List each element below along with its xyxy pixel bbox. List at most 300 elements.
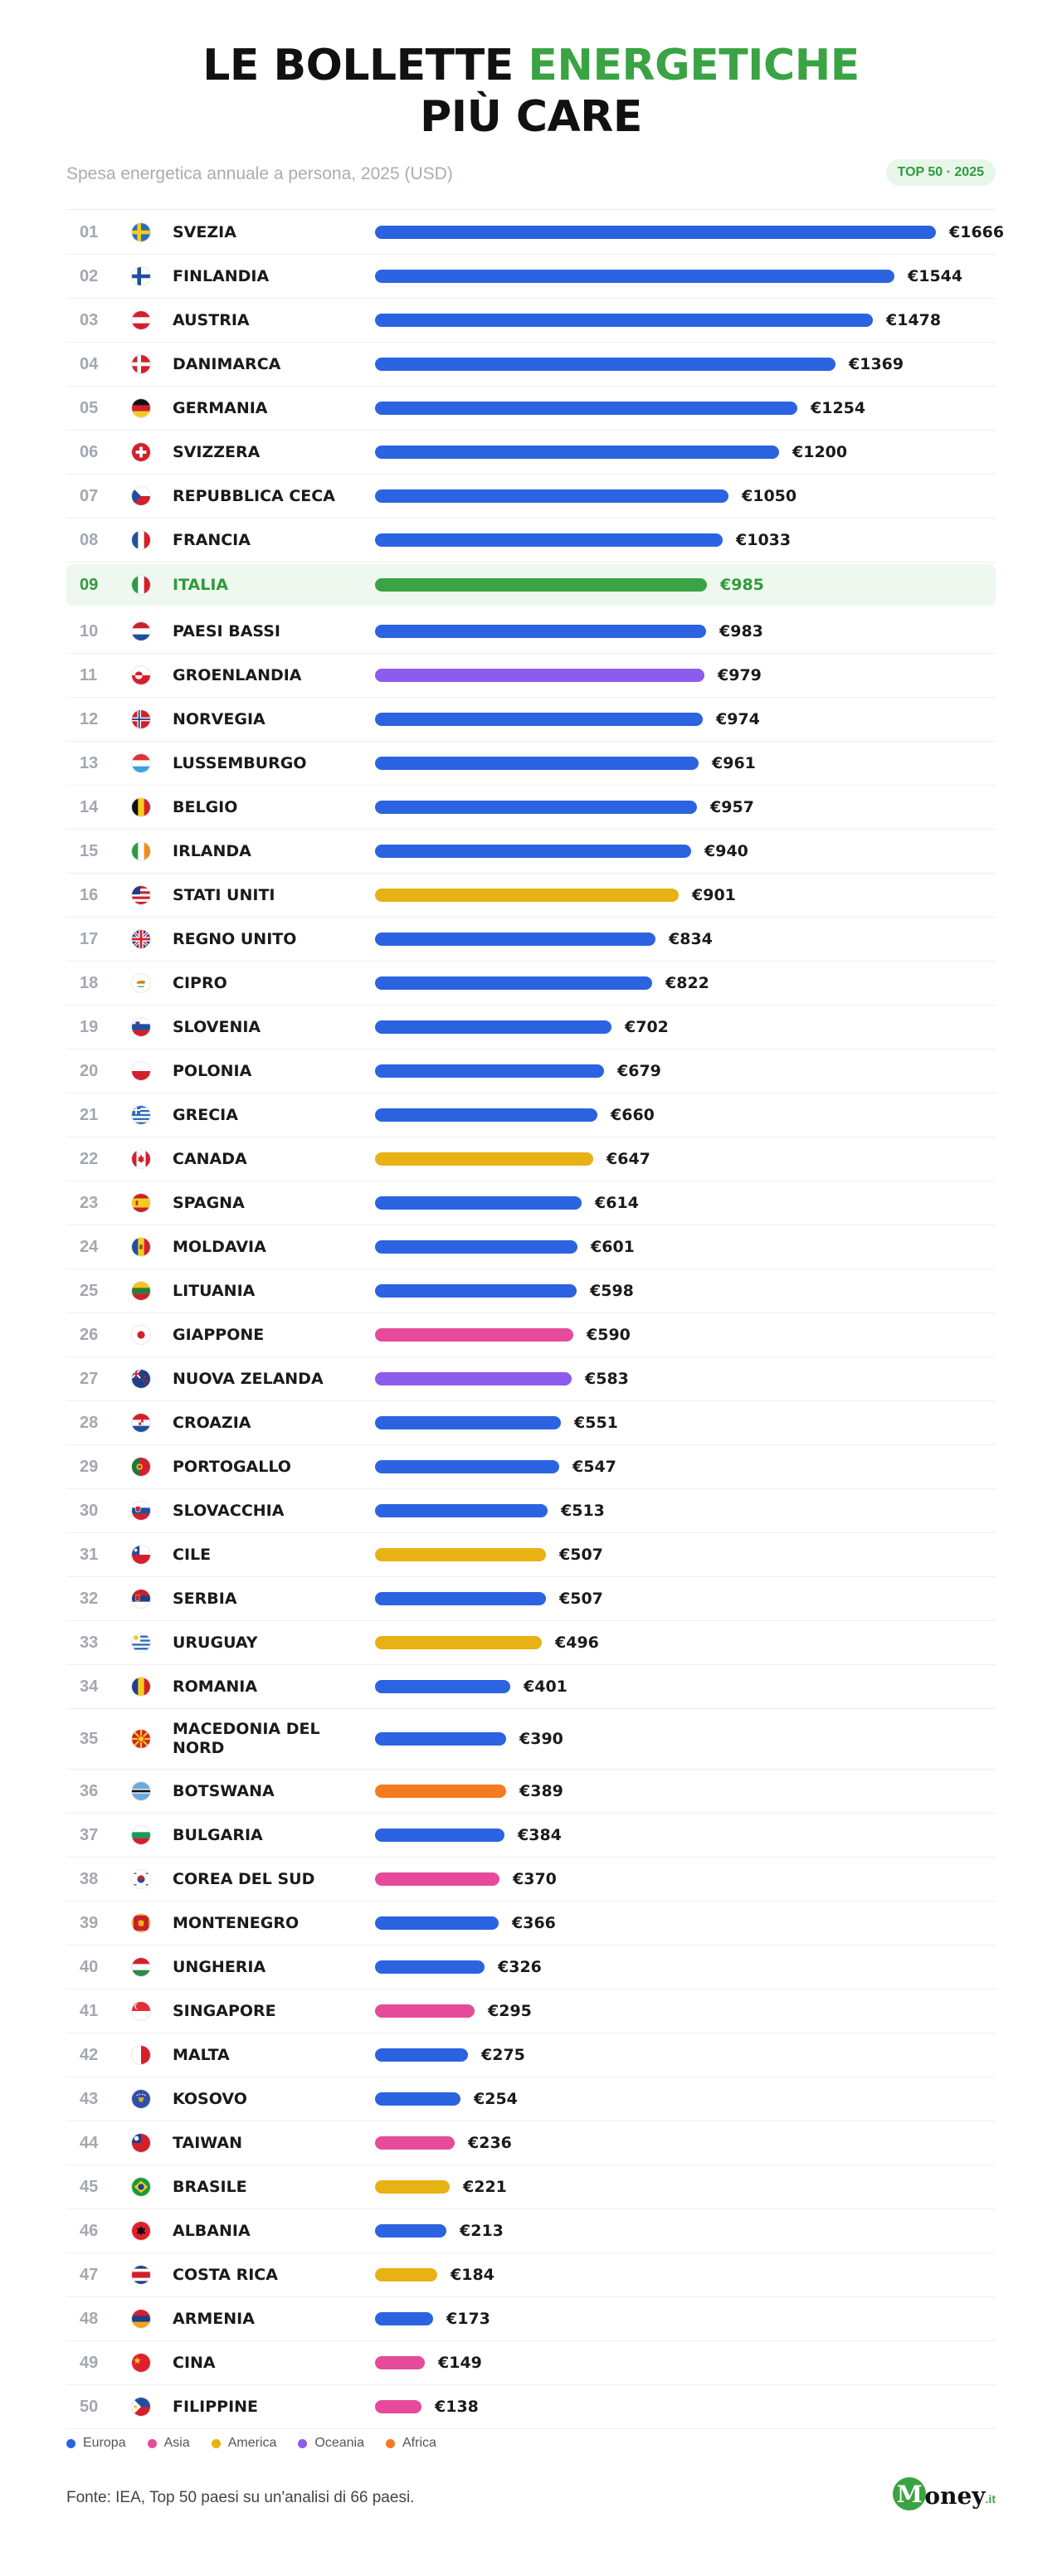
country-label: CINA	[173, 2353, 216, 2372]
flag-hu-icon	[131, 1957, 151, 1977]
data-label: €1200	[792, 443, 848, 461]
data-label: €507	[559, 1590, 603, 1608]
rank-label: 40	[80, 1957, 99, 1976]
country-label: DANIMARCA	[173, 354, 281, 373]
rank-label: 33	[80, 1633, 99, 1652]
data-label: €614	[595, 1194, 639, 1212]
data-label: €679	[617, 1062, 661, 1080]
legend-label: Africa	[402, 2436, 436, 2450]
table-row	[66, 654, 996, 698]
flag-am-icon	[131, 2309, 151, 2329]
country-label: REPUBBLICA CECA	[173, 486, 335, 505]
country-label: BOTSWANA	[173, 1781, 275, 1800]
data-label: €221	[463, 2178, 507, 2196]
flag-xk-icon	[131, 2089, 151, 2109]
rank-label: 02	[80, 266, 99, 285]
table-row	[66, 343, 996, 387]
data-label: €496	[555, 1634, 599, 1652]
bar	[375, 889, 679, 902]
rank-label: 50	[80, 2397, 99, 2416]
data-label: €1478	[886, 311, 942, 329]
bar	[375, 1416, 561, 1429]
table-row	[66, 2385, 996, 2429]
rank-label: 09	[80, 575, 99, 594]
bar	[375, 2048, 468, 2062]
country-label: GERMANIA	[173, 398, 268, 417]
flag-kr-icon	[131, 1869, 151, 1889]
table-row	[66, 1665, 996, 1709]
country-label: CILE	[173, 1545, 212, 1564]
rank-label: 10	[80, 621, 99, 640]
table-row	[66, 1401, 996, 1445]
country-label: CIPRO	[173, 973, 227, 992]
data-label: €236	[468, 2134, 512, 2152]
flag-ca-icon	[131, 1149, 151, 1169]
flag-fi-icon	[131, 266, 151, 286]
flag-pt-icon	[131, 1457, 151, 1477]
flag-sk-icon	[131, 1501, 151, 1521]
data-label: €1254	[811, 399, 866, 417]
legend-label: Europa	[83, 2436, 126, 2450]
country-label: TAIWAN	[173, 2133, 242, 2152]
legend-label: Asia	[163, 2436, 190, 2450]
data-label: €390	[519, 1730, 563, 1748]
rank-label: 21	[80, 1105, 99, 1124]
bar	[375, 2400, 421, 2413]
data-label: €1369	[849, 355, 904, 373]
rank-label: 37	[80, 1825, 99, 1844]
rank-label: 26	[80, 1325, 99, 1344]
table-row	[66, 2121, 996, 2165]
flag-tw-icon	[131, 2133, 151, 2153]
data-label: €660	[611, 1106, 655, 1124]
bar	[375, 270, 894, 283]
bar	[375, 2180, 450, 2194]
table-row	[66, 475, 996, 519]
country-label: UNGHERIA	[173, 1957, 266, 1976]
flag-lu-icon	[131, 753, 151, 773]
flag-sg-icon	[131, 2001, 151, 2021]
table-row	[66, 2077, 996, 2121]
bar	[375, 1960, 485, 1974]
bar	[375, 2092, 460, 2106]
table-row	[66, 1049, 996, 1093]
data-label: €583	[585, 1370, 629, 1388]
title-part1: LE BOLLETTE	[202, 41, 514, 90]
source-note: Fonte: IEA, Top 50 paesi su un'analisi di 66 paesi.	[66, 2489, 415, 2506]
rank-label: 24	[80, 1237, 99, 1256]
table-row	[66, 1006, 996, 1049]
table-row	[66, 1357, 996, 1401]
flag-it-icon	[131, 575, 151, 595]
data-label: €326	[498, 1958, 542, 1976]
table-row	[66, 255, 996, 299]
title-part2: ENERGETICHE	[528, 41, 860, 90]
table-row	[66, 610, 996, 654]
table-row	[66, 918, 996, 962]
country-label: MONTENEGRO	[173, 1913, 300, 1932]
table-row	[66, 698, 996, 742]
legend-item	[148, 2436, 190, 2451]
money-logo	[893, 2477, 996, 2510]
logo-suffix: .it	[985, 2492, 996, 2505]
bar	[375, 446, 779, 459]
rank-label: 07	[80, 486, 99, 505]
country-label: GIAPPONE	[173, 1325, 265, 1344]
data-label: €598	[590, 1282, 634, 1300]
bar	[375, 976, 652, 990]
table-row	[66, 1445, 996, 1489]
bar	[375, 2004, 475, 2018]
rank-label: 31	[80, 1545, 99, 1564]
bar	[375, 625, 706, 638]
country-label: COREA DEL SUD	[173, 1869, 315, 1888]
table-row	[66, 211, 1005, 255]
flag-mk-icon	[131, 1729, 151, 1749]
bar	[375, 1372, 572, 1385]
bar	[375, 1785, 506, 1798]
data-label: €834	[669, 930, 713, 948]
bar	[375, 226, 936, 239]
flag-uy-icon	[131, 1633, 151, 1653]
bar	[375, 713, 703, 726]
data-label: €974	[716, 710, 760, 728]
flag-no-icon	[131, 709, 151, 729]
flag-cl-icon	[131, 1545, 151, 1565]
country-label: FRANCIA	[173, 530, 251, 549]
country-label: ROMANIA	[173, 1677, 258, 1696]
table-row	[66, 2253, 996, 2297]
data-label: €702	[625, 1018, 669, 1036]
country-label: KOSOVO	[173, 2089, 247, 2108]
data-label: €370	[513, 1870, 557, 1888]
bar	[375, 1636, 542, 1649]
flag-al-icon	[131, 2221, 151, 2241]
data-label: €1544	[908, 267, 963, 285]
rank-label: 04	[80, 354, 99, 373]
flag-md-icon	[131, 1237, 151, 1257]
table-row	[66, 431, 996, 475]
country-label: ARMENIA	[173, 2309, 255, 2328]
data-label: €275	[481, 2046, 525, 2064]
table-row	[66, 1313, 996, 1357]
country-label: IRLANDA	[173, 841, 251, 860]
table-row	[66, 1269, 996, 1313]
rank-label: 01	[80, 222, 99, 241]
bar	[375, 801, 697, 814]
bar	[375, 402, 797, 415]
bar	[375, 1732, 506, 1746]
rank-label: 23	[80, 1193, 99, 1212]
title-line2: PIÙ CARE	[420, 92, 642, 142]
rank-label: 43	[80, 2089, 99, 2108]
flag-nz-icon	[131, 1369, 151, 1389]
rank-label: 42	[80, 2045, 99, 2064]
flag-at-icon	[131, 310, 151, 330]
country-label: BELGIO	[173, 797, 238, 816]
rank-label: 41	[80, 2001, 99, 2020]
bar	[375, 2136, 455, 2150]
bar	[375, 358, 835, 371]
top50-badge: TOP 50 · 2025	[886, 159, 996, 186]
flag-bw-icon	[131, 1781, 151, 1801]
country-label: FILIPPINE	[173, 2397, 259, 2416]
rank-label: 38	[80, 1869, 99, 1888]
bar	[375, 1592, 546, 1605]
data-label: €940	[704, 842, 748, 860]
flag-cn-icon	[131, 2353, 151, 2373]
data-label: €213	[460, 2222, 504, 2240]
table-row	[66, 1621, 996, 1665]
country-label: SVEZIA	[173, 222, 236, 241]
country-label: PAESI BASSI	[173, 621, 281, 640]
bar	[375, 489, 728, 503]
rank-label: 36	[80, 1781, 99, 1800]
table-row	[66, 1858, 996, 1902]
country-label: CANADA	[173, 1149, 247, 1168]
country-label: ITALIA	[173, 575, 229, 594]
rank-label: 14	[80, 797, 99, 816]
data-label: €254	[474, 2090, 518, 2108]
flag-fr-icon	[131, 530, 151, 550]
legend	[66, 2436, 436, 2451]
legend-dot-icon	[212, 2439, 221, 2448]
flag-be-icon	[131, 797, 151, 817]
logo-mark: M	[893, 2477, 926, 2510]
rank-label: 28	[80, 1413, 99, 1432]
rank-label: 45	[80, 2177, 99, 2196]
table-row	[66, 874, 996, 918]
logo-text: oney	[924, 2482, 986, 2510]
rank-label: 20	[80, 1061, 99, 1080]
bar	[375, 1064, 604, 1078]
data-label: €985	[720, 576, 764, 594]
data-label: €979	[718, 666, 762, 684]
legend-label: America	[227, 2436, 277, 2450]
table-row	[66, 387, 996, 431]
flag-hr-icon	[131, 1413, 151, 1433]
country-label: COSTA RICA	[173, 2265, 278, 2284]
data-label: €590	[587, 1326, 631, 1344]
flag-lt-icon	[131, 1281, 151, 1301]
table-row	[66, 1093, 996, 1137]
rank-label: 19	[80, 1017, 99, 1036]
bar	[375, 1872, 499, 1886]
bar	[375, 1460, 559, 1473]
bar	[375, 1548, 546, 1561]
rank-label: 46	[80, 2221, 99, 2240]
page-title	[0, 40, 1062, 143]
flag-br-icon	[131, 2177, 151, 2197]
header-divider	[66, 209, 996, 210]
rank-label: 30	[80, 1501, 99, 1520]
flag-se-icon	[131, 222, 151, 242]
country-label: CROAZIA	[173, 1413, 251, 1432]
flag-cr-icon	[131, 2265, 151, 2285]
legend-label: Oceania	[314, 2436, 364, 2450]
rank-label: 44	[80, 2133, 99, 2152]
legend-item	[66, 2436, 126, 2451]
country-label: GROENLANDIA	[173, 665, 302, 684]
data-label: €547	[572, 1458, 616, 1476]
data-label: €1033	[736, 531, 792, 549]
legend-dot-icon	[66, 2439, 76, 2448]
flag-ph-icon	[131, 2397, 151, 2417]
bar	[375, 1504, 548, 1517]
table-row	[66, 1577, 996, 1621]
flag-nl-icon	[131, 621, 151, 641]
country-label: REGNO UNITO	[173, 929, 297, 948]
country-label: PORTOGALLO	[173, 1457, 291, 1476]
flag-pl-icon	[131, 1061, 151, 1081]
rank-label: 25	[80, 1281, 99, 1300]
table-row	[66, 1181, 996, 1225]
table-row	[66, 1814, 996, 1858]
country-label: URUGUAY	[173, 1633, 258, 1652]
table-row	[66, 1945, 996, 1989]
rank-label: 17	[80, 929, 99, 948]
flag-es-icon	[131, 1193, 151, 1213]
data-label: €149	[438, 2354, 482, 2372]
bar	[375, 1680, 510, 1693]
country-label: LUSSEMBURGO	[173, 753, 307, 772]
flag-gr-icon	[131, 1105, 151, 1125]
rank-label: 22	[80, 1149, 99, 1168]
rank-label: 29	[80, 1457, 99, 1476]
rank-label: 13	[80, 753, 99, 772]
flag-me-icon	[131, 1913, 151, 1933]
table-row	[66, 1489, 996, 1533]
chart-subtitle: Spesa energetica annuale a persona, 2025 (USD)	[66, 164, 453, 183]
flag-us-icon	[131, 885, 151, 905]
data-label: €957	[710, 798, 754, 816]
flag-cy-icon	[131, 973, 151, 993]
country-label: SVIZZERA	[173, 442, 261, 461]
data-label: €961	[712, 754, 756, 772]
rank-label: 47	[80, 2265, 99, 2284]
legend-dot-icon	[386, 2439, 395, 2448]
data-label: €601	[591, 1238, 635, 1256]
bar	[375, 933, 655, 946]
flag-gl-icon	[131, 665, 151, 685]
flag-mt-icon	[131, 2045, 151, 2065]
country-label: NUOVA ZELANDA	[173, 1369, 324, 1388]
data-label: €389	[519, 1782, 563, 1800]
flag-ro-icon	[131, 1677, 151, 1697]
bar	[375, 1240, 577, 1254]
table-row	[66, 1709, 996, 1770]
table-row	[66, 1533, 996, 1577]
data-label: €822	[665, 974, 709, 992]
bar	[375, 1152, 593, 1166]
country-label: AUSTRIA	[173, 310, 250, 329]
bar	[375, 2268, 437, 2281]
flag-rs-icon	[131, 1589, 151, 1609]
flag-gb-icon	[131, 929, 151, 949]
table-row	[66, 299, 996, 343]
rank-label: 27	[80, 1369, 99, 1388]
flag-bg-icon	[131, 1825, 151, 1845]
legend-item	[298, 2436, 364, 2451]
rank-label: 16	[80, 885, 99, 904]
legend-item	[386, 2436, 436, 2451]
data-label: €551	[574, 1414, 618, 1432]
bar	[375, 845, 691, 858]
table-row	[66, 786, 996, 830]
flag-cz-icon	[131, 486, 151, 506]
data-label: €173	[446, 2310, 490, 2328]
rank-label: 15	[80, 841, 99, 860]
country-label: FINLANDIA	[173, 266, 270, 285]
bar	[375, 1916, 499, 1930]
country-label: POLONIA	[173, 1061, 252, 1080]
country-label: STATI UNITI	[173, 885, 275, 904]
table-row	[66, 1902, 996, 1945]
legend-item	[212, 2436, 277, 2451]
rank-label: 06	[80, 442, 99, 461]
rank-label: 03	[80, 310, 99, 329]
data-label: €513	[561, 1502, 605, 1520]
data-label: €507	[559, 1546, 603, 1564]
table-row	[66, 2165, 996, 2209]
country-label: GRECIA	[173, 1105, 238, 1124]
data-label: €647	[607, 1150, 650, 1168]
bar-chart-rows	[66, 211, 1005, 2429]
rank-label: 11	[80, 665, 98, 684]
data-label: €366	[512, 1914, 556, 1932]
table-row	[66, 2341, 996, 2385]
flag-jp-icon	[131, 1325, 151, 1345]
rank-label: 05	[80, 398, 99, 417]
bar	[375, 1829, 504, 1842]
bar	[375, 1020, 611, 1034]
table-row	[66, 1989, 996, 2033]
data-label: €384	[518, 1826, 562, 1844]
flag-dk-icon	[131, 354, 151, 374]
table-row	[66, 2209, 996, 2253]
flag-ie-icon	[131, 841, 151, 861]
bar	[375, 1284, 577, 1298]
country-label: SINGAPORE	[173, 2001, 276, 2020]
bar	[375, 1328, 573, 1342]
data-label: €401	[524, 1678, 568, 1696]
table-row	[66, 1225, 996, 1269]
bar	[375, 2356, 425, 2369]
rank-label: 18	[80, 973, 99, 992]
data-label: €983	[719, 622, 763, 640]
table-row	[66, 519, 996, 562]
table-row	[66, 742, 996, 786]
country-label: MOLDAVIA	[173, 1237, 266, 1256]
bar	[375, 2312, 433, 2325]
rank-label: 08	[80, 530, 99, 549]
country-label: SLOVENIA	[173, 1017, 261, 1036]
bar	[375, 2224, 446, 2238]
legend-dot-icon	[148, 2439, 157, 2448]
rank-label: 34	[80, 1677, 99, 1696]
country-label: SLOVACCHIA	[173, 1501, 285, 1520]
country-label: ALBANIA	[173, 2221, 251, 2240]
data-label: €295	[488, 2002, 532, 2020]
bar	[375, 1196, 582, 1210]
rank-label: 12	[80, 709, 99, 728]
table-row	[66, 962, 996, 1006]
flag-de-icon	[131, 398, 151, 418]
country-label: NORVEGIA	[173, 709, 266, 728]
bar	[375, 1108, 597, 1122]
table-row	[66, 1137, 996, 1181]
table-row	[66, 2297, 996, 2341]
